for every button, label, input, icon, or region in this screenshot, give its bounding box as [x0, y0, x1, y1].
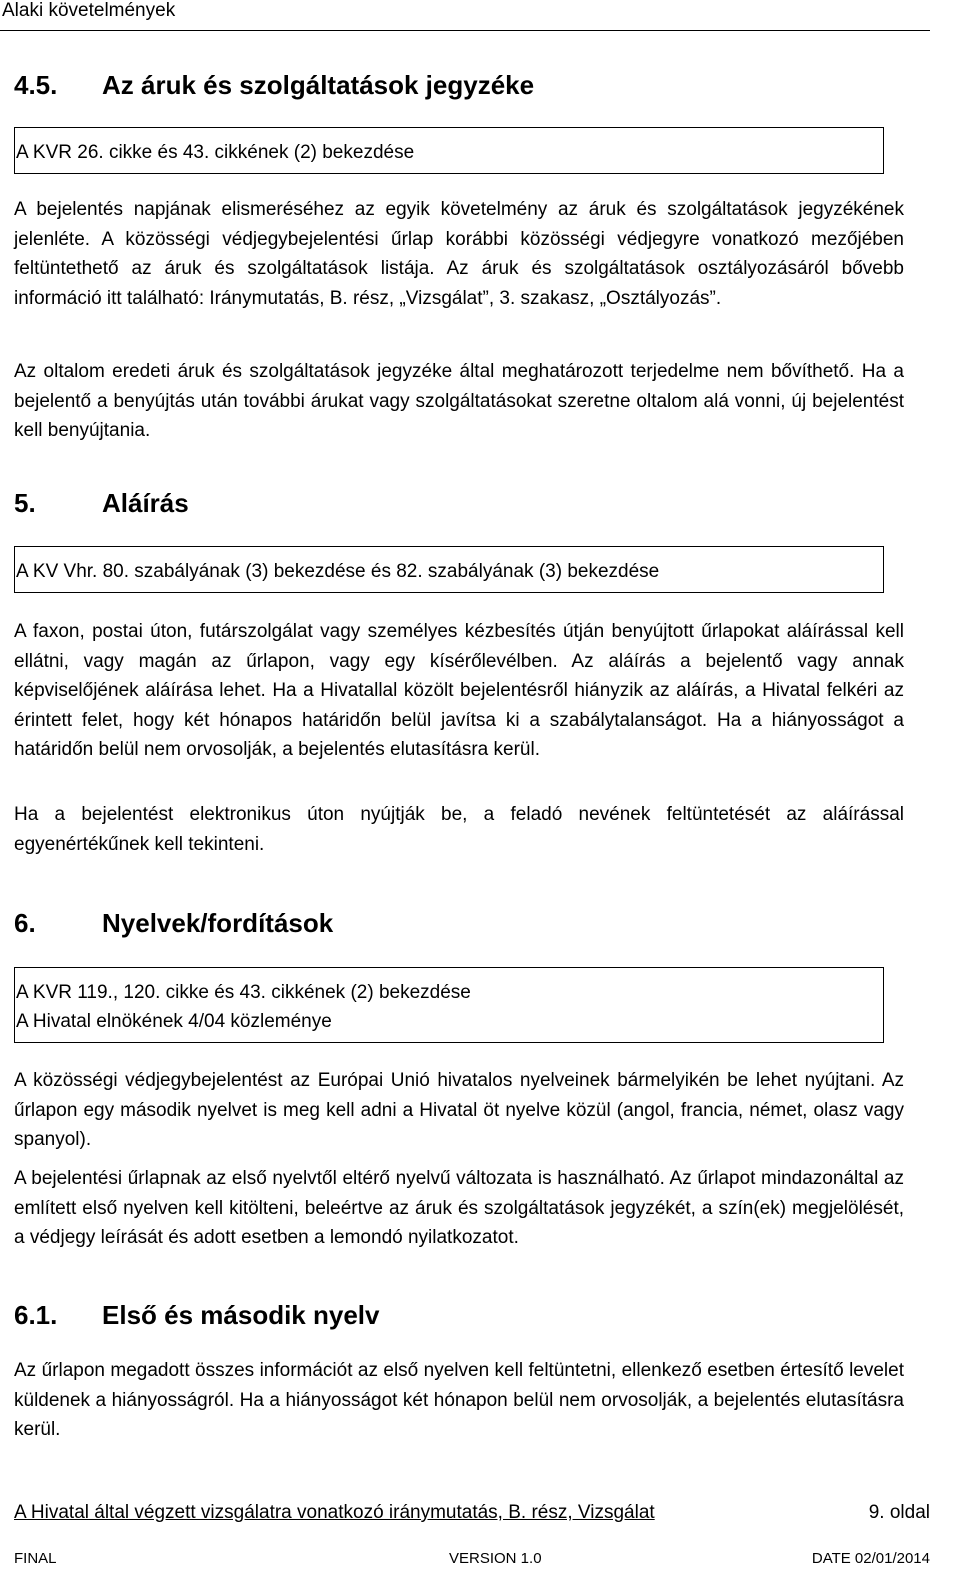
- section-title: Aláírás: [102, 488, 189, 518]
- section-title: Első és második nyelv: [102, 1300, 380, 1330]
- legal-reference: A KVR 119., 120. cikke és 43. cikkének (2) bekezdése: [16, 982, 471, 1003]
- paragraph: A közösségi védjegybejelentést az Európai Unió hivatalos nyelveinek bármelyikén be lehet nyújtani. Az űrlapon egy második nyelvet is meg kell adni a Hivatal öt nyelve közül (angol, francia, német, olasz vagy spanyol).: [14, 1070, 904, 1150]
- paragraph: A faxon, postai úton, futárszolgálat vagy személyes kézbesítés útján benyújtott űrlapokat aláírással kell ellátni, vagy magán az űrlapon, vagy egy kísérőlevélben. Az aláírás a bejelentő vagy annak képviselőjének aláírása lehet. Ha a Hivatallal közölt bejelentésről hiányzik az aláírás, a Hivatal felkéri az érintett felet, hogy két hónapos határidőn belül javítsa ki a szabálytalanságot. Ha a hiányosságot a határidőn belül nem orvosolják, a bejelentés elutasításra kerül.: [14, 621, 904, 760]
- section-number: 4.5.: [14, 70, 58, 100]
- paragraph: A bejelentési űrlapnak az első nyelvtől eltérő nyelvű változata is használható. Az űrlapot mindazonáltal az említett első nyelven kell kitölteni, beleértve az áruk és szolgáltatások jegyzékét, a szín(ek) megjelölését, a védjegy leírását és adott esetben a lemondó nyilatkozatot.: [14, 1168, 904, 1248]
- page-header: [0, 0, 930, 31]
- footer-title: A Hivatal által végzett vizsgálatra vonatkozó iránymutatás, B. rész, Vizsgálat: [14, 1502, 655, 1523]
- legal-reference: A Hivatal elnökének 4/04 közleménye: [16, 1011, 332, 1032]
- section-heading-5: [14, 488, 189, 519]
- section-number: 6.1.: [14, 1300, 58, 1330]
- footer: [14, 1502, 930, 1524]
- version-label: VERSION 1.0: [449, 1550, 542, 1567]
- legal-reference: A KVR 26. cikke és 43. cikkének (2) bekezdése: [16, 142, 415, 163]
- legal-reference: A KV Vhr. 80. szabályának (3) bekezdése és 82. szabályának (3) bekezdése: [16, 561, 660, 582]
- section-title: Nyelvek/fordítások: [102, 908, 334, 938]
- section-number: 5.: [14, 488, 36, 518]
- section-heading-6: [14, 908, 333, 939]
- paragraph: Az oltalom eredeti áruk és szolgáltatások jegyzéke által meghatározott terjedelme nem bővíthető. Ha a bejelentő a benyújtás után további árukat vagy szolgáltatásokat szeretne oltalom alá vonni, új bejelentést kell benyújtania.: [14, 361, 904, 441]
- paragraph: A bejelentés napjának elismeréséhez az egyik követelmény az áruk és szolgáltatások jegyzékének jelenléte. A közösségi védjegybejelentési űrlap korábbi közösségi védjegyre vonatkozó mezőjében feltüntethető az áruk és szolgáltatások listája. Az áruk és szolgáltatások osztályozásáról bővebb információ itt található: Iránymutatás, B. rész, „Vizsgálat”, 3. szakasz, „Osztályozás”.: [14, 199, 904, 309]
- date-label: DATE 02/01/2014: [811, 1550, 930, 1567]
- section-heading-4-5: [14, 70, 534, 101]
- header-title: Alaki követelmények: [2, 0, 176, 21]
- legal-reference-box: [14, 127, 884, 174]
- section-heading-6-1: [14, 1300, 379, 1331]
- section-title: Az áruk és szolgáltatások jegyzéke: [102, 70, 535, 100]
- status-label: FINAL: [14, 1550, 57, 1567]
- paragraph: Ha a bejelentést elektronikus úton nyújtják be, a feladó nevének feltüntetését az aláírással egyenértékűnek kell tekinteni.: [14, 804, 904, 855]
- legal-reference-box: [14, 546, 884, 593]
- page-number: 9. oldal: [868, 1502, 930, 1523]
- paragraph: Az űrlapon megadott összes információt az első nyelven kell feltüntetni, ellenkező esetben értesítő levelet küldenek a hiányosságról. Ha a hiányosságot két hónapon belül nem orvosolják, a bejelentés elutasításra kerül.: [14, 1360, 904, 1440]
- section-number: 6.: [14, 908, 36, 938]
- legal-reference-box: [14, 967, 884, 1043]
